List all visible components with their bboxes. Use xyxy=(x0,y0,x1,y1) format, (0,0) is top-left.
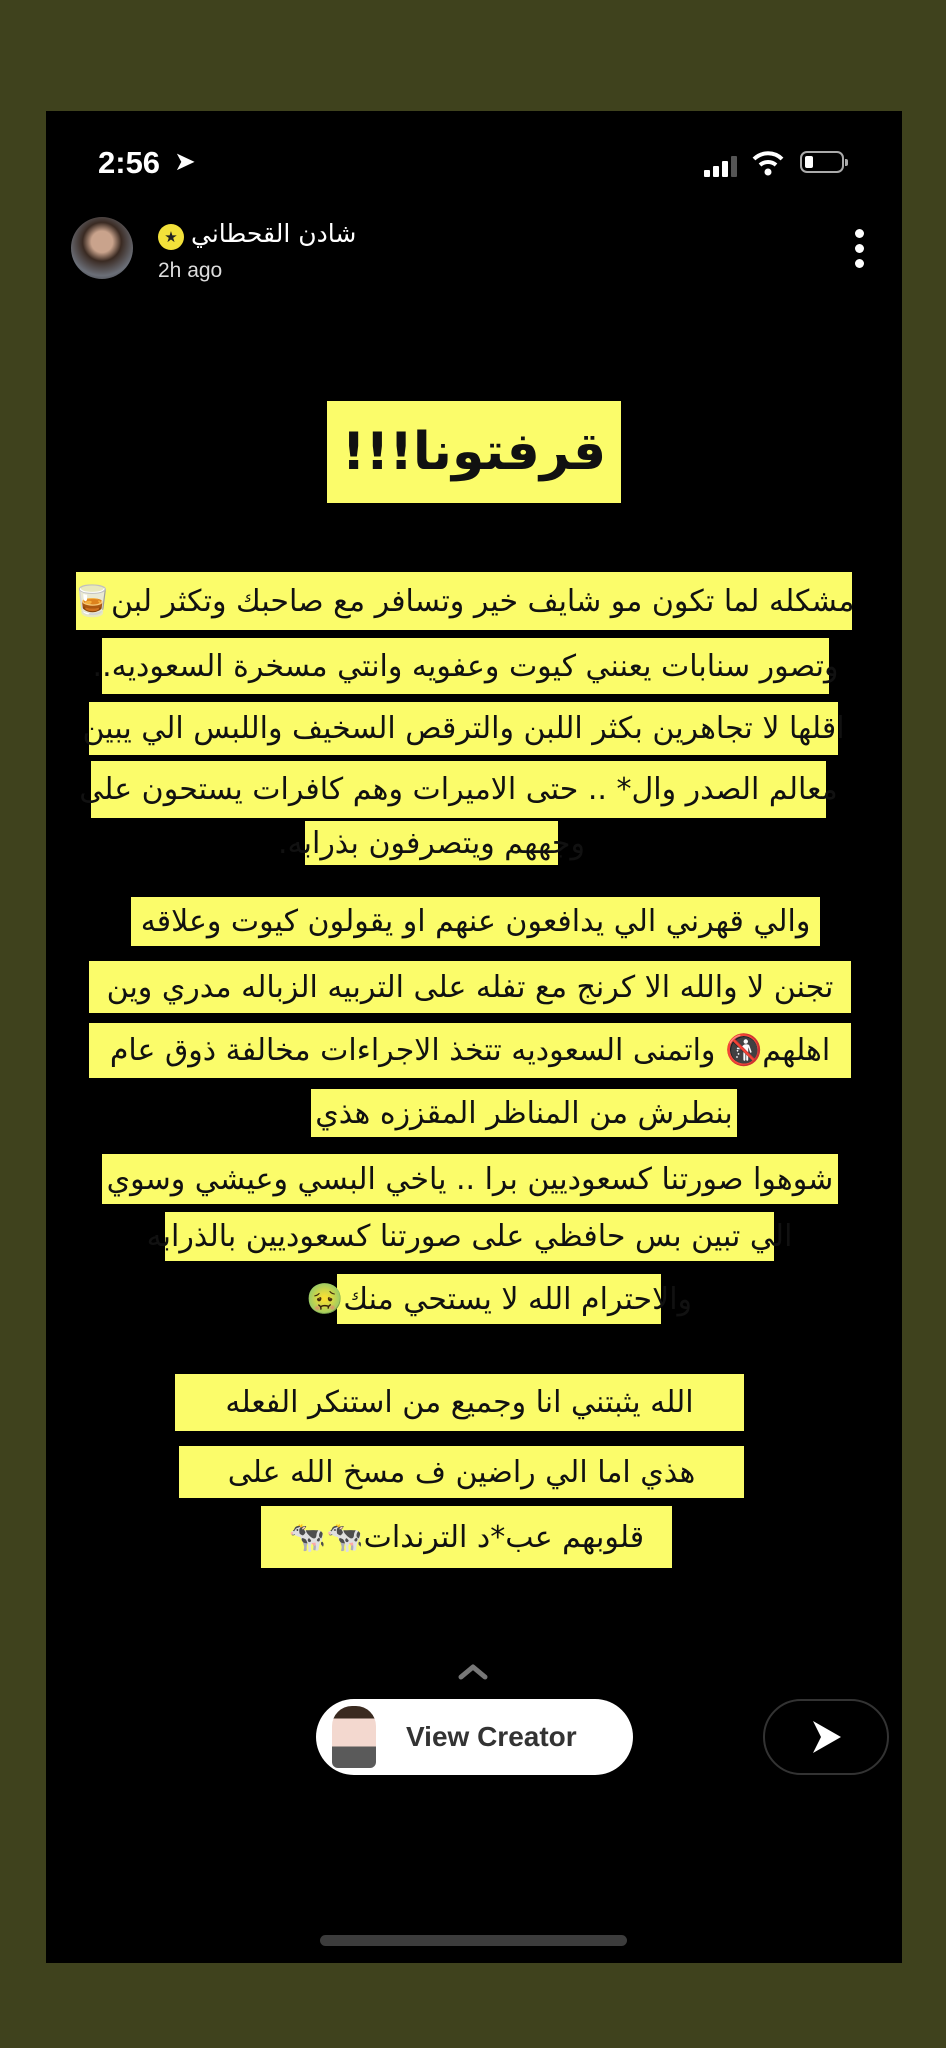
story-line: شوهوا صورتنا كسعوديين برا .. ياخي البسي وعيشي وسوي xyxy=(102,1154,838,1204)
posted-time: 2h ago xyxy=(158,259,223,282)
snapchat-story-screen xyxy=(46,111,902,1963)
story-line: والي قهرني الي يدافعون عنهم او يقولون كيوت وعلاقه xyxy=(131,897,820,946)
story-line: اهلهم🚯 واتمنى السعوديه تتخذ الاجراءات مخالفة ذوق عام xyxy=(89,1023,851,1078)
story-line: الي تبين بس حافظي على صورتنا كسعوديين بالذرابه xyxy=(165,1212,774,1261)
bitmoji-avatar xyxy=(332,1706,376,1768)
location-arrow-icon: ➤ xyxy=(174,147,196,177)
home-indicator[interactable] xyxy=(320,1935,627,1946)
story-line: معالم الصدر وال* .. حتى الاميرات وهم كافرات يستحون على xyxy=(91,761,826,818)
wifi-icon xyxy=(752,149,784,177)
story-line: قلوبهم عب*د الترندات🐄🐄 xyxy=(261,1506,672,1568)
more-vertical-icon[interactable] xyxy=(852,229,866,268)
view-creator-button[interactable] xyxy=(316,1699,633,1775)
story-line: وتصور سنابات يعنني كيوت وعفويه وانتي مسخرة السعوديه.. xyxy=(102,638,829,694)
story-line: اقلها لا تجاهرين بكثر اللبن والترقص السخيف واللبس الي يبين xyxy=(89,702,838,755)
chevron-up-icon[interactable] xyxy=(458,1663,488,1679)
story-line: تجنن لا والله الا كرنج مع تفله على التربيه الزباله مدري وين xyxy=(89,961,851,1013)
story-line: الله يثبتني انا وجميع من استنكر الفعله xyxy=(175,1374,744,1431)
send-arrow-icon xyxy=(809,1719,843,1755)
story-title: قرفتونا!!! xyxy=(327,401,621,503)
send-button[interactable] xyxy=(763,1699,889,1775)
story-line: مشكله لما تكون مو شايف خير وتسافر مع صاحبك وتكثر لبن🥃 xyxy=(76,572,852,630)
view-creator-label: View Creator xyxy=(406,1721,577,1752)
story-line: وجههم ويتصرفون بذرابه. xyxy=(305,821,558,865)
star-badge-icon: ★ xyxy=(158,224,184,250)
cellular-signal-icon xyxy=(704,155,737,177)
story-line: هذي اما الي راضين ف مسخ الله على xyxy=(179,1446,744,1498)
creator-avatar[interactable] xyxy=(71,217,133,279)
status-time: 2:56 xyxy=(98,145,161,180)
creator-name[interactable]: شادن القحطاني xyxy=(191,219,357,248)
story-line: والاحترام الله لا يستحي منك🤢 xyxy=(337,1274,661,1324)
story-line: بنطرش من المناظر المقززه هذي xyxy=(311,1089,737,1137)
battery-low-icon xyxy=(800,151,844,173)
